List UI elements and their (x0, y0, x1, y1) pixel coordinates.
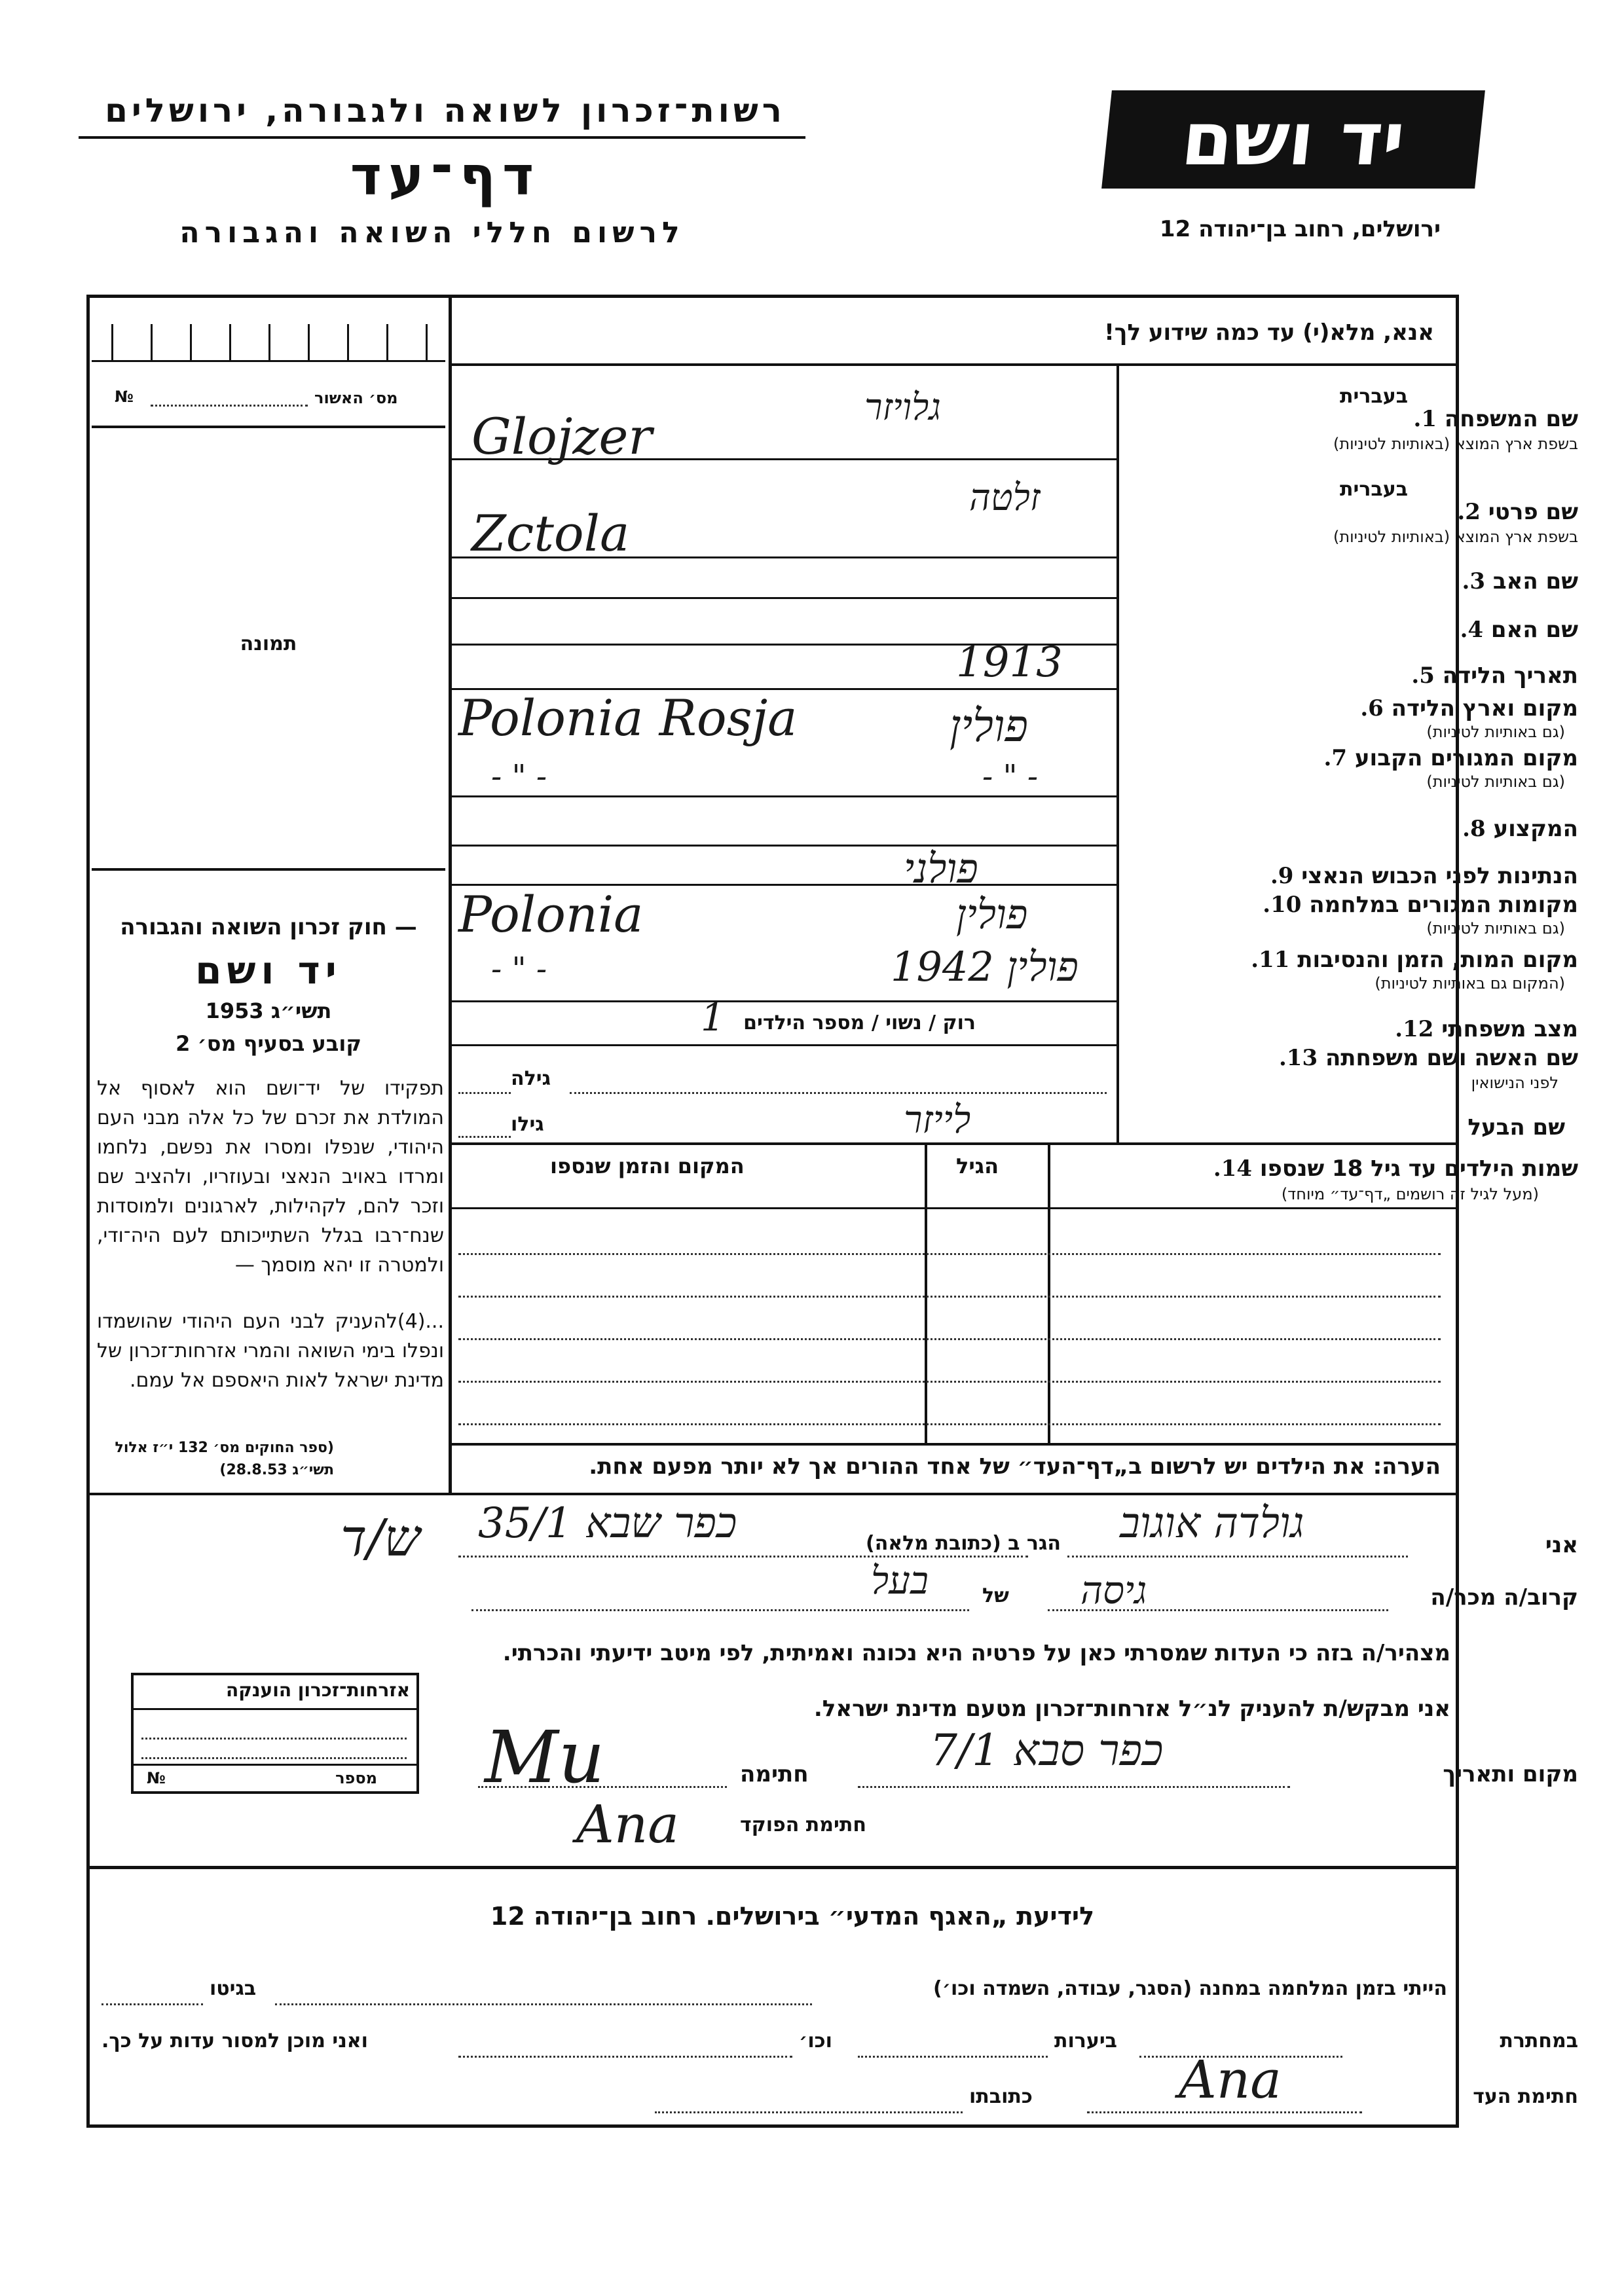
wife-age-label: גילה (511, 1067, 551, 1090)
yad-vashem-logo (1101, 90, 1485, 189)
children-col-age: הגיל (956, 1154, 999, 1178)
field-8-label: המקצוע 8. (1462, 816, 1578, 842)
wife-name-field[interactable] (570, 1092, 1107, 1094)
field-7-sublabel: (גם באותיות לטיניות) (1426, 773, 1565, 791)
decl-address-field[interactable] (458, 1556, 1028, 1558)
bottom-title: לידיעת „האגף המדעי״ בירושלים. רחוב בן־יהודה 12 (490, 1902, 1095, 1931)
citizenship-title: אזרחות־זכרון הוענקה (226, 1679, 410, 1701)
decl-place-date: מקום ותאריך (1443, 1761, 1578, 1787)
tick-strip (92, 324, 445, 363)
decl-relation-field[interactable] (1048, 1609, 1388, 1611)
field-7-value[interactable]: - " - (491, 758, 547, 795)
husband-age-field[interactable] (458, 1136, 511, 1138)
decl-relative: קרוב/ה מכר/ה (1430, 1584, 1578, 1611)
decl-request: אני מבקש/ת להעניק לנ״ל אזרחות־זכרון מטעם מדינת ישראל. (813, 1696, 1450, 1722)
field-2-value-hebrew[interactable]: זלטה (969, 477, 1041, 519)
field-1-label: שם המשפחה 1. (1413, 406, 1578, 432)
official-signature-scribble: Ana (576, 1794, 679, 1855)
law-reference: (ספר החוקים מס׳ 132 י״ז אלול תשי״ג 28.8.53) (115, 1440, 334, 1478)
authority-underline (79, 136, 805, 139)
decl-statement: מצהיר/ה בזה כי העדות שמסרתי כאן על פרטיה היא נכונה ואמיתית, לפי מיטב ידיעתי והכרתי. (502, 1640, 1450, 1666)
field-6-value[interactable]: Polonia Rosja (458, 689, 798, 747)
children-sublabel: (מעל לגיל זה רושמים „דף־עד״ מיוחד) (1281, 1185, 1539, 1203)
field-7-label: מקום המגורים הקבוע 7. (1323, 745, 1578, 771)
ready-text: ואני מוכן למסור עדות על כך. (101, 2030, 368, 2052)
decl-of-field[interactable] (471, 1609, 969, 1611)
citizenship-line-1 (141, 1738, 407, 1740)
citizenship-no-prefix: № (147, 1769, 166, 1787)
decl-relation-value[interactable]: גיסה (1080, 1568, 1147, 1613)
logo-text: יד ושם (1177, 97, 1409, 182)
forests-label: ביערות (1054, 2030, 1117, 2052)
decl-address-value[interactable]: כפר שבא 35/1 (478, 1499, 737, 1548)
decl-residing: הגר ב (כתובת מלאה) (865, 1532, 1061, 1555)
law-text: תפקידו של יד־ושם הוא לאסוף אל המולדת את זכרם של כל אלה מבני העם היהודי, שנפלו ומסרו את נפשם, נלחמו ומרדו באויב הנאצי ובעוזריו, ולהציב שם וזכר להם, לקהילות, לארגונים ולמוסדות שנח־רבו בגלל השתייכותם לעם היה־ודי, ולמטרה זו יהא מוסמך — (97, 1077, 444, 1277)
witness-signature-label: חתימת העד (1473, 2085, 1578, 2108)
law-text-2: ...(4)להעניק לבני העם היהודי שהושמדו ונפלו בימי השואה והמרי אזרחות־זכרון של מדינת ישראל לאות היאספם אל עמם. (97, 1310, 444, 1392)
instruction-rule (452, 363, 1459, 366)
children-label: שמות הילדים עד גיל 18 שנספו 14. (1213, 1156, 1578, 1182)
etc-field[interactable] (458, 2056, 792, 2058)
header-address: ירושלים, רחוב בן־יהודה 12 (1159, 216, 1441, 242)
children-col-place: המקום והזמן שנספו (550, 1154, 745, 1178)
children-count-value[interactable]: 1 (701, 995, 725, 1040)
form-title: דף־עד (350, 145, 541, 208)
decl-place-date-field[interactable] (858, 1786, 1290, 1788)
field-1-hebrew-tag: בעברית (1340, 385, 1408, 408)
field-11-value-hebrew[interactable]: פולין 1942 (891, 943, 1079, 991)
field-7-value-hebrew[interactable]: - " - (982, 758, 1039, 795)
form-subtitle: לרשום חללי השואה והגבורה (179, 216, 685, 249)
field-4-label: שם האם 4. (1460, 617, 1578, 643)
approval-label: מס׳ האשור (314, 389, 398, 407)
authority-name: רשות־זכרון לשואה ולגבורה, ירושלים (105, 92, 786, 130)
decl-of: של (982, 1584, 1009, 1607)
decl-of-value[interactable]: בעל (871, 1558, 929, 1603)
field-2-hebrew-tag: בעברית (1340, 478, 1408, 501)
field-5-label: תאריך הלידה 5. (1411, 663, 1578, 689)
decl-place-date-value[interactable]: כפר סבא 7/1 (930, 1725, 1164, 1776)
field-9-label: הנתינות לפני הכבוש הנאצי 9. (1270, 863, 1578, 889)
ghetto-field[interactable] (101, 2003, 203, 2005)
witness-address-field[interactable] (655, 2111, 963, 2113)
label-column-border (1116, 363, 1119, 1144)
field-9-value[interactable]: פולני (904, 845, 978, 892)
decl-name-field[interactable] (1067, 1556, 1408, 1558)
law-section: קובע בסעיף מס׳ 2 (175, 1031, 361, 1056)
field-6-value-hebrew[interactable]: פולין (950, 701, 1028, 752)
field-2-label: שם פרטי 2. (1457, 499, 1578, 525)
field-11-label: מקום המות, הזמן והנסיבות 11. (1251, 947, 1578, 973)
field-10-label: מקומות המגורים במלחמה 10. (1263, 892, 1578, 918)
ghetto-label: בגיטו (210, 1977, 257, 2000)
approval-field[interactable] (151, 405, 308, 407)
law-bottom-rule (86, 1493, 452, 1495)
approval-no-prefix: № (115, 388, 134, 406)
citizenship-box (131, 1673, 419, 1794)
law-year: תשי״ג 1953 (205, 998, 332, 1023)
forests-field[interactable] (858, 2056, 1048, 2058)
field-2-value-latin[interactable]: Zctola (471, 504, 630, 562)
handwritten-mark: ש/ד (341, 1509, 420, 1568)
field-1-value-hebrew[interactable]: גלויזר (864, 386, 941, 429)
underground-label: במחתרת (1500, 2030, 1578, 2052)
bottom-section-rule (86, 1866, 1459, 1869)
decl-signature-label: חתימה (740, 1761, 809, 1787)
witness-signature-scribble: Ana (1179, 2049, 1282, 2110)
field-6-label: מקום וארץ הלידה 6. (1360, 695, 1578, 721)
field-10-value[interactable]: Polonia (458, 885, 644, 943)
field-6-sublabel: (גם באותיות לטיניות) (1426, 723, 1565, 741)
field-2-sublabel: בשפת ארץ המוצא (באותיות לטיניות) (1333, 528, 1578, 546)
field-13-label: שם האשה ושם משפחתה 13. (1278, 1045, 1578, 1071)
field-3-label: שם האב 3. (1462, 568, 1578, 594)
decl-official-signature: חתימת הפוקד (740, 1813, 866, 1836)
bottom-line1: הייתי בזמן המלחמה במחנה (הסגר, עבודה, השמדה וכו׳) (933, 1977, 1447, 2000)
husband-label: שם הבעל (1467, 1114, 1565, 1140)
instruction: אנא, מלא(י) עד כמה שידוע לך! (1104, 319, 1434, 346)
witness-address-label: כתובתו (969, 2085, 1033, 2108)
field-12-label: מצב משפחתי 12. (1395, 1016, 1578, 1042)
field-11-value[interactable]: - " - (491, 951, 547, 987)
note-rule (452, 1493, 1459, 1495)
law-name: יד ושם (195, 948, 342, 993)
field-11-sublabel: (המקום גם באותיות לטיניות) (1375, 974, 1565, 993)
note: הערה: את הילדים יש לרשום ב„דף־העד״ של אחד ההורים אך לא יותר מפעם אחת. (589, 1453, 1441, 1480)
photo-label: תמונה (240, 632, 297, 655)
signature-scribble: Mu (485, 1715, 605, 1799)
decl-name-value[interactable]: גולדה אוגוב (1120, 1499, 1304, 1548)
citizenship-line-2 (141, 1757, 407, 1759)
witness-signature-field[interactable] (1087, 2111, 1362, 2113)
marital-options: רוק / נשוי / מספר הילדים (743, 1011, 976, 1034)
decl-ani: אני (1545, 1532, 1578, 1558)
law-title: — חוק זכרון השואה והגבורה (120, 914, 417, 940)
field-10-value-hebrew[interactable]: פולין (956, 890, 1028, 938)
field-1-value-latin[interactable]: Glojzer (471, 407, 652, 465)
citizenship-no-label: מספר (335, 1769, 377, 1787)
husband-value[interactable]: לייזר (904, 1097, 971, 1142)
wife-age-field[interactable] (458, 1092, 511, 1094)
husband-age-label: גילו (511, 1113, 544, 1136)
field-5-value[interactable]: 1913 (956, 638, 1063, 687)
field-13-sublabel: לפני הנישואין (1471, 1074, 1559, 1092)
field-10-sublabel: (גם באותיות לטיניות) (1426, 919, 1565, 938)
etc-label: וכו׳ (799, 2030, 832, 2052)
field-1-sublabel: בשפת ארץ המוצא (באותיות לטיניות) (1333, 435, 1578, 453)
camp-field[interactable] (275, 2003, 812, 2005)
